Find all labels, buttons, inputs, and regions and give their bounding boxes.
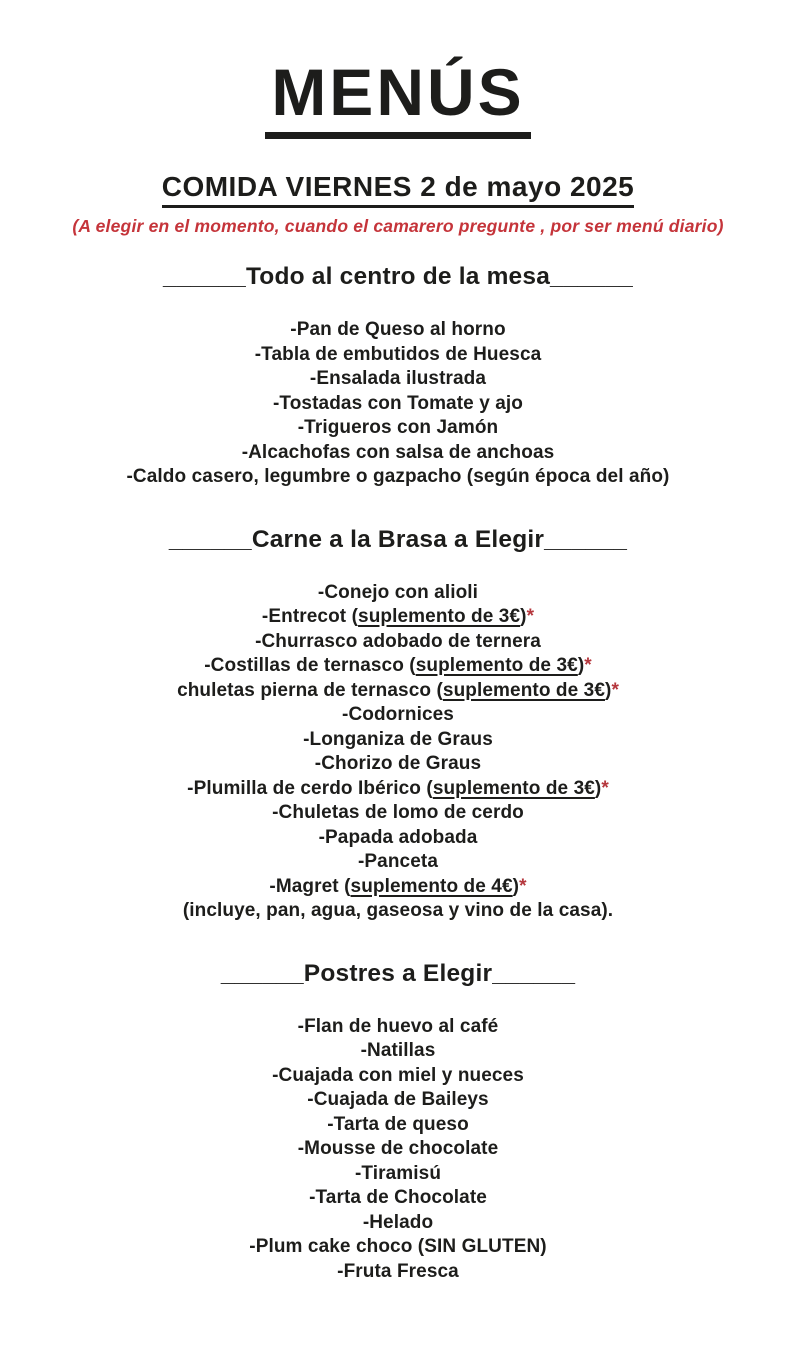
menu-section-carne-brasa [0, 526, 796, 924]
supplement-asterisk: * [519, 875, 527, 897]
supplement-label: suplemento de 3€ [415, 655, 578, 677]
menu-item: -Caldo casero, legumbre o gazpacho (según época del año) [126, 466, 670, 488]
menu-item: -Alcachofas con salsa de anchoas [241, 441, 555, 463]
item-list [0, 318, 796, 490]
menu-item: -Cuajada de Baileys [307, 1089, 489, 1111]
menu-item: -Flan de huevo al café [297, 1015, 499, 1037]
supplement-asterisk: * [611, 679, 619, 701]
menu-item: -Fruta Fresca [337, 1260, 459, 1282]
section-heading: ______Carne a la Brasa a Elegir______ [168, 525, 628, 553]
page-title: MENÚS [265, 58, 530, 139]
menu-item: -Natillas [360, 1040, 436, 1062]
menu-item: -Codornices [342, 704, 454, 726]
menu-item: -Tarta de Chocolate [309, 1187, 487, 1209]
supplement-label: suplemento de 3€ [442, 679, 605, 701]
menu-item: chuletas pierna de ternasco (suplemento de 3€)* [177, 679, 619, 701]
menu-item: -Cuajada con miel y nueces [272, 1064, 524, 1086]
menu-item: -Trigueros con Jamón [297, 417, 499, 439]
menu-sections [0, 263, 796, 1284]
supplement-label: suplemento de 3€ [432, 777, 595, 799]
menu-date-subtitle: COMIDA VIERNES 2 de mayo 2025 [162, 171, 635, 208]
title-row [0, 55, 796, 171]
menu-item: -Longaniza de Graus [303, 728, 493, 750]
menu-item: -Panceta [357, 851, 438, 873]
menu-item: -Churrasco adobado de ternera [255, 630, 541, 652]
section-heading: ______Todo al centro de la mesa______ [163, 263, 633, 291]
menu-item: -Mousse de chocolate [297, 1138, 499, 1160]
menu-item: -Tabla de embutidos de Huesca [254, 343, 542, 365]
menu-item: -Chuletas de lomo de cerdo [272, 802, 524, 824]
menu-item: -Plum cake choco (SIN GLUTEN) [249, 1236, 547, 1258]
menu-section-todo-al-centro [0, 263, 796, 490]
menu-item: -Conejo con alioli [317, 581, 479, 603]
item-list [0, 1015, 796, 1285]
item-list [0, 581, 796, 900]
subtitle-row [0, 171, 796, 208]
menu-section-postres [0, 960, 796, 1285]
supplement-asterisk: * [584, 655, 592, 677]
menu-item: -Tostadas con Tomate y ajo [273, 392, 523, 414]
menu-item: -Magret (suplemento de 4€)* [269, 875, 527, 897]
section-footer: (incluye, pan, agua, gaseosa y vino de la casa). [182, 900, 614, 922]
menu-item: -Entrecot (suplemento de 3€)* [261, 606, 535, 628]
menu-item: -Chorizo de Graus [314, 753, 482, 775]
menu-item: -Ensalada ilustrada [309, 368, 487, 390]
section-heading: ______Postres a Elegir______ [220, 959, 576, 987]
supplement-asterisk: * [601, 777, 609, 799]
menu-item: -Tiramisú [354, 1162, 442, 1184]
supplement-label: suplemento de 3€ [358, 606, 521, 628]
supplement-label: suplemento de 4€ [350, 875, 513, 897]
menu-note: (A elegir en el momento, cuando el camarero pregunte , por ser menú diario) [72, 216, 724, 237]
menu-item: -Helado [362, 1211, 434, 1233]
menu-item: -Plumilla de cerdo Ibérico (suplemento de 3€)* [187, 777, 609, 799]
menu-item: -Pan de Queso al horno [290, 319, 506, 341]
supplement-asterisk: * [526, 606, 535, 628]
menu-item: -Papada adobada [318, 826, 478, 848]
menu-item: -Costillas de ternasco (suplemento de 3€)* [204, 655, 592, 677]
menu-item: -Tarta de queso [327, 1113, 469, 1135]
